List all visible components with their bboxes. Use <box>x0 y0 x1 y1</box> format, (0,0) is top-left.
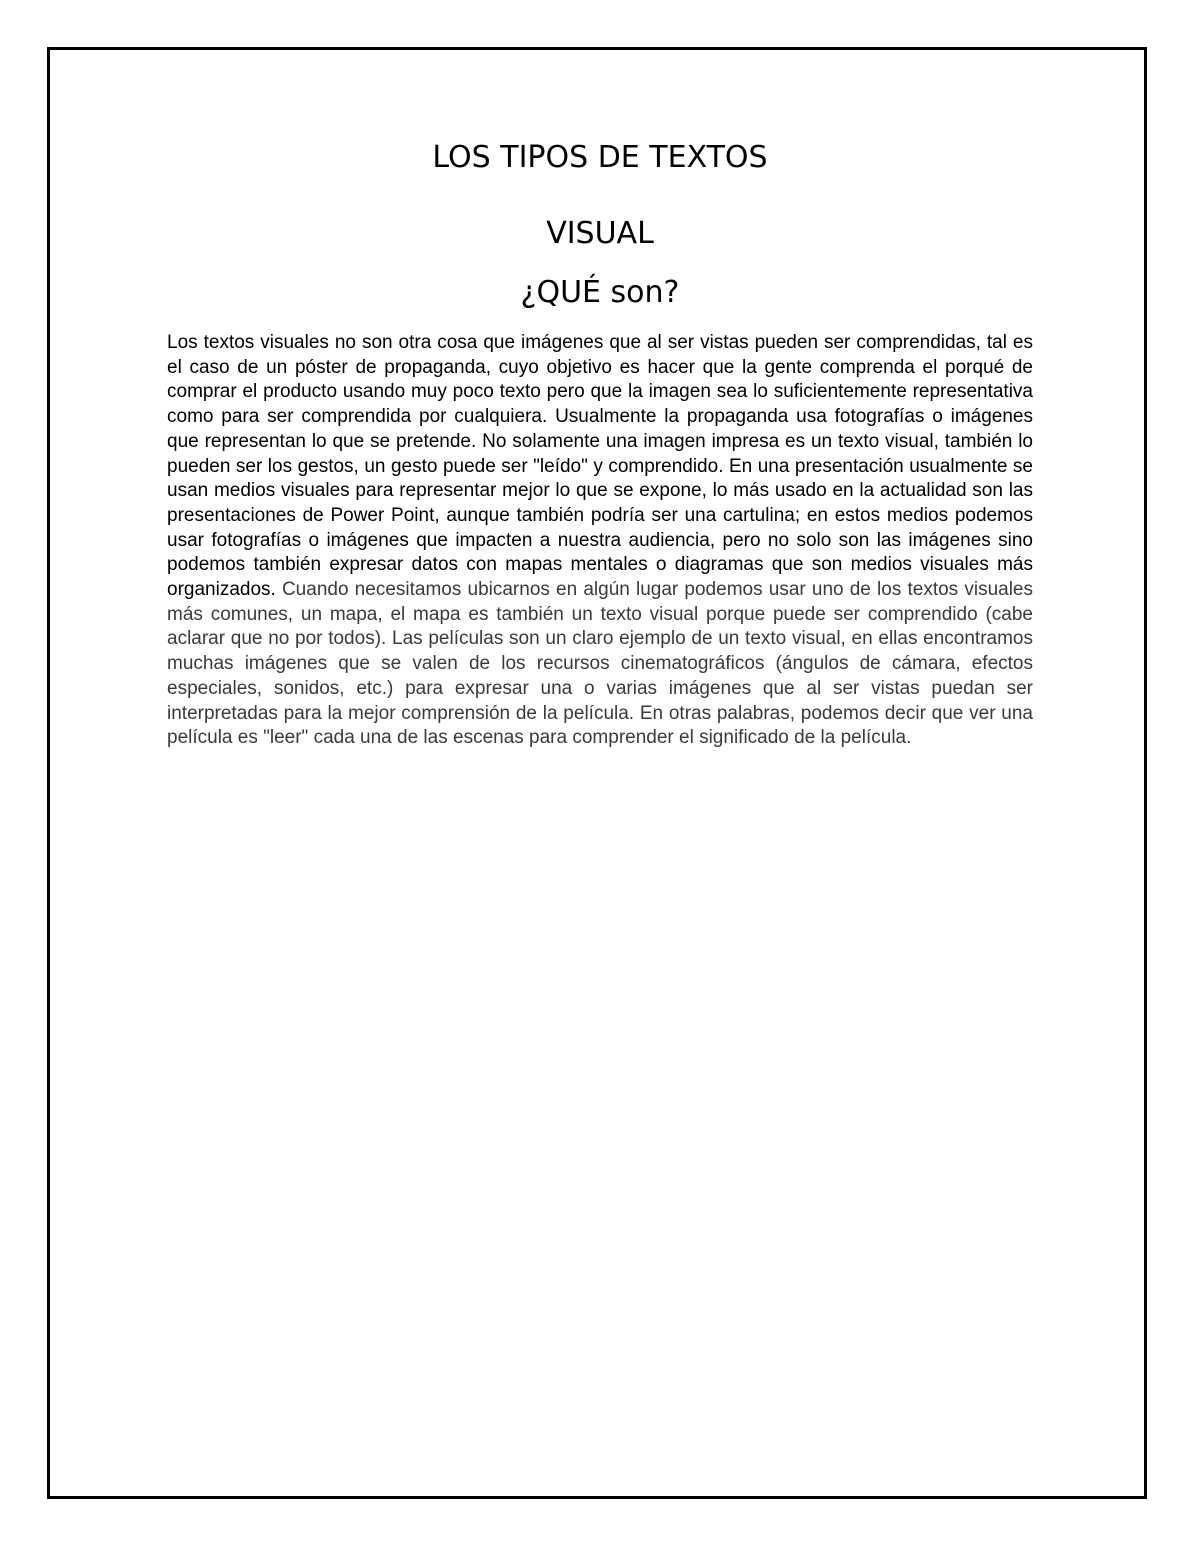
document-title: LOS TIPOS DE TEXTOS <box>432 140 768 175</box>
document-subtitle: VISUAL <box>546 216 654 251</box>
body-paragraph <box>167 331 1033 751</box>
page-border-frame <box>47 47 1147 1499</box>
body-paragraph-part-2: Cuando necesitamos ubicarnos en algún lugar podemos usar uno de los textos visuales más comunes, un mapa, el mapa es también un texto visual porque puede ser comprendido (cabe aclarar que no por todos). Las películas son un claro ejemplo de un texto visual, en ellas encontramos muchas imágenes que se valen de los recursos cinematográficos (ángulos de cámara, efectos especiales, sonidos, etc.) para expresar una o varias imágenes que al ser vistas puedan ser interpretadas para la mejor comprensión de la película. En otras palabras, podemos decir que ver una película es "leer" cada una de las escenas para comprender el significado de la película. <box>167 579 1033 749</box>
body-paragraph-part-1: Los textos visuales no son otra cosa que imágenes que al ser vistas pueden ser comprendidas, tal es el caso de un póster de propaganda, cuyo objetivo es hacer que la gente comprenda el porqué de comprar el producto usando muy poco texto pero que la imagen sea lo suficientemente representativa como para ser comprendida por cualquiera. Usualmente la propaganda usa fotografías o imágenes que representan lo que se pretende. No solamente una imagen impresa es un texto visual, también lo pueden ser los gestos, un gesto puede ser "leído" y comprendido. En una presentación usualmente se usan medios visuales para representar mejor lo que se expone, lo más usado en la actualidad son las presentaciones de Power Point, aunque también podría ser una cartulina; en estos medios podemos usar fotografías o imágenes que impacten a nuestra audiencia, pero no solo son las imágenes sino podemos también expresar datos con mapas mentales o diagramas que son medios visuales más organizados. <box>167 332 1033 601</box>
section-question-heading: ¿QUÉ son? <box>520 275 680 310</box>
